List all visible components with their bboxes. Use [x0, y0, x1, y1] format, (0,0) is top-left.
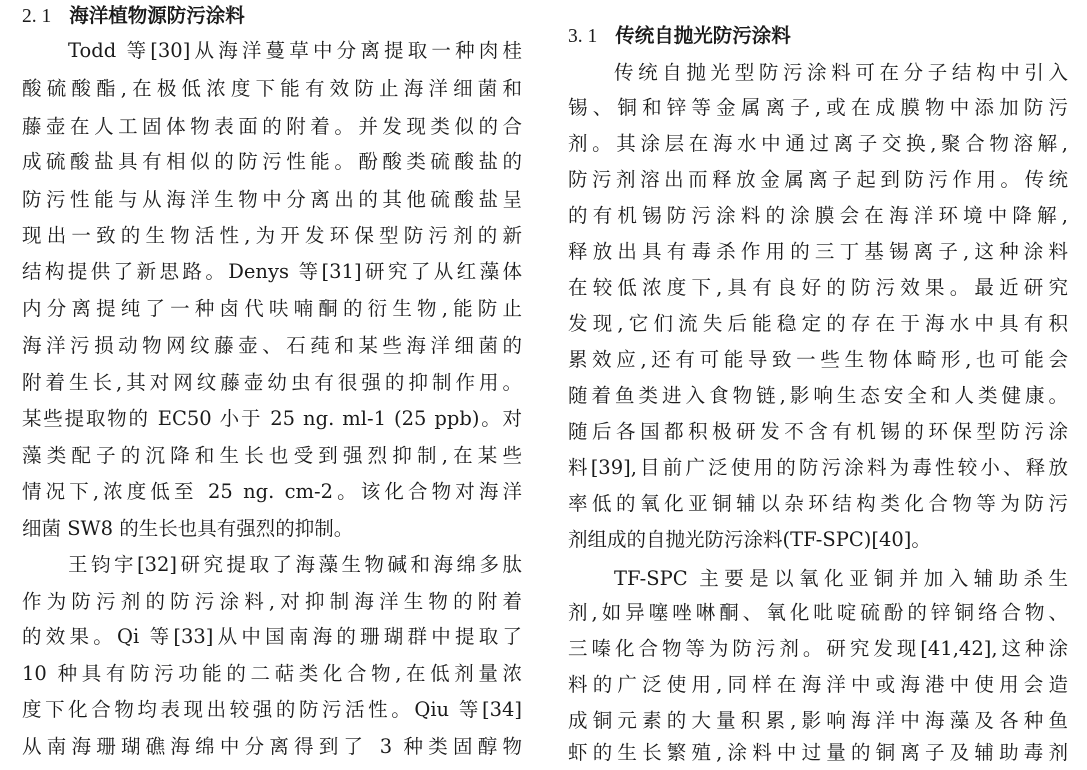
paragraph-line: 作为防污剂的防污涂料,对抑制海洋生物的附着 — [22, 590, 522, 613]
section-heading-3-1 — [568, 22, 791, 51]
paragraph-line: 锡、铜和锌等金属离子,或在成膜物中添加防污 — [568, 96, 1068, 119]
paragraph-line: 10 种具有防污功能的二萜类化合物,在低剂量浓 — [22, 662, 522, 685]
paragraph-line: 三嗪化合物等为防污剂。研究发现[41,42],这种涂 — [568, 637, 1068, 660]
paragraph-line: 海洋污损动物网纹藤壶、石莼和某些海洋细菌的 — [22, 334, 522, 357]
paragraph-line: 率低的氧化亚铜辅以杂环结构类化合物等为防污 — [568, 492, 1068, 515]
paragraph-line: 成铜元素的大量积累,影响海洋中海藻及各种鱼 — [568, 709, 1068, 732]
paragraph-line: 防污剂溶出而释放金属离子起到防污作用。传统 — [568, 168, 1068, 191]
paragraph-line: 细菌 SW8 的生长也具有强烈的抑制。 — [22, 517, 354, 540]
section-number: 2. 1 — [22, 6, 52, 27]
paragraph-line: TF-SPC 主要是以氧化亚铜并加入辅助杀生 — [614, 567, 1068, 590]
paragraph-line: 料的广泛使用,同样在海洋中或海港中使用会造 — [568, 673, 1068, 696]
section-title: 传统自抛光防污涂料 — [615, 24, 791, 47]
paragraph-line: 藻类配子的沉降和生长也受到强烈抑制,在某些 — [22, 444, 522, 467]
paragraph-line: 随着鱼类进入食物链,影响生态安全和人类健康。 — [568, 384, 1068, 407]
paragraph-line: 情况下,浓度低至 25 ng. cm-2。该化合物对海洋 — [22, 480, 522, 503]
paragraph-line: 发现,它们流失后能稳定的存在于海水中具有积 — [568, 312, 1068, 335]
paragraph-line: 藤壶在人工固体物表面的附着。并发现类似的合 — [22, 115, 522, 138]
paragraph-line: 内分离提纯了一种卤代呋喃酮的衍生物,能防止 — [22, 297, 522, 320]
paragraph-line: 度下化合物均表现出较强的防污活性。Qiu 等[34] — [22, 698, 522, 721]
section-title: 海洋植物源防污涂料 — [69, 4, 245, 27]
paragraph-line: 释放出具有毒杀作用的三丁基锡离子,这种涂料 — [568, 240, 1068, 263]
paragraph-line: 随后各国都积极研发不含有机锡的环保型防污涂 — [568, 420, 1068, 443]
paragraph-line: 附着生长,其对网纹藤壶幼虫有很强的抑制作用。 — [22, 371, 522, 394]
paragraph-line: 在较低浓度下,具有良好的防污效果。最近研究 — [568, 276, 1068, 299]
paragraph-line: 某些提取物的 EC50 小于 25 ng. ml-1 (25 ppb)。对 — [22, 407, 522, 430]
paragraph-line: Todd 等[30]从海洋蔓草中分离提取一种肉桂 — [68, 39, 522, 62]
paragraph-line: 从南海珊瑚礁海绵中分离得到了 3 种类固醇物 — [22, 735, 522, 758]
paragraph-line: 成硫酸盐具有相似的防污性能。酚酸类硫酸盐的 — [22, 150, 522, 173]
paragraph-line: 剂组成的自抛光防污涂料(TF-SPC)[40]。 — [568, 528, 931, 551]
paragraph-line: 剂,如异噻唑啉酮、氧化吡啶硫酚的锌铜络合物、 — [568, 601, 1068, 624]
section-heading-2-1 — [22, 2, 245, 31]
paragraph-line: 王钧宇[32]研究提取了海藻生物碱和海绵多肽 — [68, 553, 522, 576]
paragraph-line: 传统自抛光型防污涂料可在分子结构中引入 — [614, 61, 1068, 84]
paragraph-line: 的效果。Qi 等[33]从中国南海的珊瑚群中提取了 — [22, 625, 522, 648]
paragraph-line: 累效应,还有可能导致一些生物体畸形,也可能会 — [568, 348, 1068, 371]
paragraph-line: 料[39],目前广泛使用的防污涂料为毒性较小、释放 — [568, 456, 1068, 479]
section-number: 3. 1 — [568, 26, 598, 47]
paragraph-line: 酸硫酸酯,在极低浓度下能有效防止海洋细菌和 — [22, 77, 522, 100]
paragraph-line: 结构提供了新思路。Denys 等[31]研究了从红藻体 — [22, 260, 522, 283]
paragraph-line: 虾的生长繁殖,涂料中过量的铜离子及辅助毒剂 — [568, 741, 1068, 764]
paragraph-line: 防污性能与从海洋生物中分离出的其他硫酸盐呈 — [22, 188, 522, 211]
paragraph-line: 现出一致的生物活性,为开发环保型防污剂的新 — [22, 224, 522, 247]
paragraph-line: 剂。其涂层在海水中通过离子交换,聚合物溶解, — [568, 132, 1068, 155]
paragraph-line: 的有机锡防污涂料的涂膜会在海洋环境中降解, — [568, 204, 1068, 227]
